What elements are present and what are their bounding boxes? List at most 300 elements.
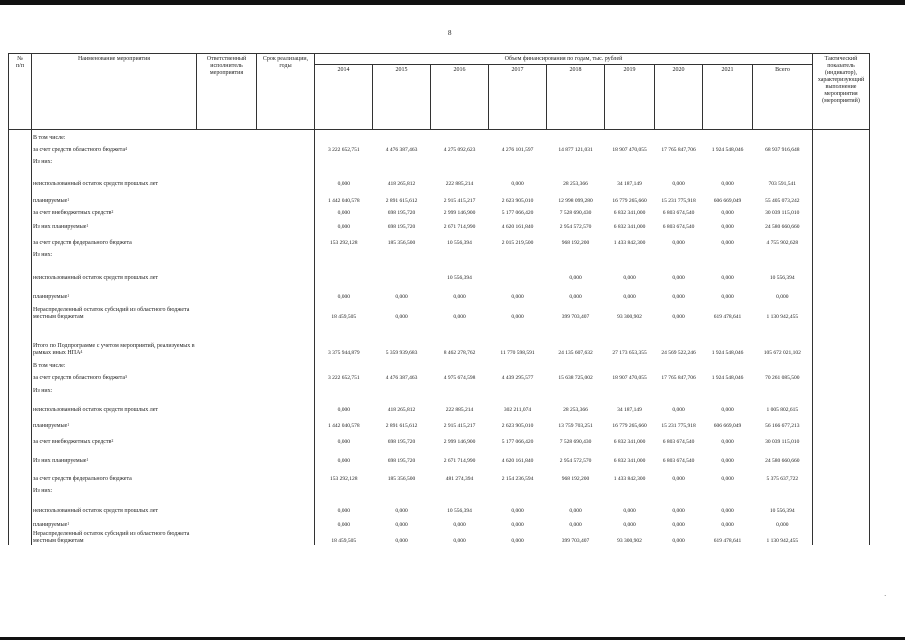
row-responsible-cell xyxy=(197,247,257,259)
header-indicator: Тактический показатель (индикатор), характеризующий выполнение мероприятия (мероприятий) xyxy=(813,54,870,130)
row-year-value: 0,000 xyxy=(315,282,373,301)
row-year-value: 2 671 714,990 xyxy=(443,224,476,230)
row-year-value: 0,000 xyxy=(721,181,734,187)
row-year-value: 185 356,500 xyxy=(387,476,416,482)
row-year-value xyxy=(373,130,431,143)
row-year-value: 0,000 xyxy=(511,314,524,320)
row-name-cell xyxy=(32,529,197,545)
row-name-cell xyxy=(32,142,197,154)
row-num-cell xyxy=(9,130,32,143)
table-row xyxy=(9,301,870,321)
row-total-value: 30 039 115,010 xyxy=(765,439,800,445)
row-indicator-cell xyxy=(813,382,870,395)
row-term-cell xyxy=(257,205,315,217)
row-indicator-cell xyxy=(813,188,870,205)
row-year-value: 0,000 xyxy=(315,166,373,188)
row-name: планируемые xyxy=(33,198,68,204)
table-row xyxy=(9,142,870,154)
row-year-value: 15 231 775,918 xyxy=(661,423,696,429)
row-year-value: 18 459,505 xyxy=(315,529,373,545)
row-year-value: 3 222 652,751 xyxy=(315,370,373,382)
row-num-cell xyxy=(9,495,32,515)
row-num-cell xyxy=(9,515,32,529)
row-total-value xyxy=(753,357,813,370)
row-num-cell xyxy=(9,282,32,301)
row-name: В том числе: xyxy=(33,363,66,369)
row-total-value: 10 556,394 xyxy=(769,275,795,281)
table-row xyxy=(9,166,870,188)
header-name: Наименование мероприятия xyxy=(32,54,197,130)
row-total-value: 68 937 916,648 xyxy=(765,147,800,153)
row-year-value: 0,000 xyxy=(721,476,734,482)
row-year-value: 0,000 xyxy=(721,224,734,230)
row-year-value: 10 556,394 xyxy=(447,240,472,246)
row-name-cell xyxy=(32,414,197,430)
row-year-value: 0,000 xyxy=(511,508,524,514)
row-term-cell xyxy=(257,282,315,301)
row-responsible-cell xyxy=(197,321,257,357)
row-year-value: 619 478,641 xyxy=(713,538,742,544)
row-year-value: 4 620 161,840 xyxy=(501,458,534,464)
footnote-marker: 4 xyxy=(125,146,128,151)
row-indicator-cell xyxy=(813,483,870,495)
row-name-cell xyxy=(32,130,197,143)
row-name: неиспользованный остаток средств прошлых лет xyxy=(33,275,159,281)
row-year-value: 1 924 548,046 xyxy=(711,375,744,381)
row-year-value: 222 885,214 xyxy=(445,181,474,187)
row-year-value: 2 891 615,612 xyxy=(385,423,418,429)
row-total-value: 24 580 660,660 xyxy=(765,224,800,230)
row-year-value: 0,000 xyxy=(453,538,466,544)
header-year: 2015 xyxy=(373,65,431,130)
row-year-value: 4 975 674,598 xyxy=(443,375,476,381)
row-name-cell xyxy=(32,217,197,231)
footnote-marker: 2 xyxy=(111,438,114,443)
row-responsible-cell xyxy=(197,515,257,529)
row-year-value: 10 556,394 xyxy=(447,508,472,514)
row-total-value xyxy=(753,130,813,143)
row-total-value: 105 672 021,102 xyxy=(763,350,801,356)
table-row xyxy=(9,259,870,282)
row-indicator-cell xyxy=(813,301,870,321)
row-responsible-cell xyxy=(197,166,257,188)
row-term-cell xyxy=(257,154,315,166)
row-year-value: 17 765 847,706 xyxy=(661,147,696,153)
row-responsible-cell xyxy=(197,395,257,414)
table-row xyxy=(9,515,870,529)
row-total-value: 5 375 637,722 xyxy=(766,476,799,482)
row-year-value: 1 433 842,300 xyxy=(613,476,646,482)
row-year-value: 606 669,049 xyxy=(713,423,742,429)
row-name: планируемые xyxy=(33,423,68,429)
row-year-value: 0,000 xyxy=(672,407,685,413)
row-name-cell xyxy=(32,166,197,188)
header-num: № п/п xyxy=(9,54,32,130)
row-num-cell xyxy=(9,357,32,370)
row-year-value xyxy=(489,259,547,282)
row-term-cell xyxy=(257,301,315,321)
row-term-cell xyxy=(257,321,315,357)
row-term-cell xyxy=(257,357,315,370)
row-year-value: 2 915 415,217 xyxy=(443,198,476,204)
row-year-value: 6 803 674,540 xyxy=(662,439,695,445)
row-num-cell xyxy=(9,465,32,483)
row-year-value: 28 253,366 xyxy=(563,407,588,413)
row-year-value: 1 442 040,578 xyxy=(315,414,373,430)
row-year-value xyxy=(703,483,753,495)
row-name: за счет средств федерального бюджета xyxy=(33,240,132,246)
row-name: Нераспределенный остаток субсидий из областного бюджета местным бюджетам xyxy=(33,307,190,320)
row-responsible-cell xyxy=(197,188,257,205)
row-year-value: 606 669,049 xyxy=(713,198,742,204)
row-responsible-cell xyxy=(197,382,257,395)
row-num-cell xyxy=(9,247,32,259)
row-year-value: 2 999 146,900 xyxy=(443,210,476,216)
row-year-value: 0,000 xyxy=(672,294,685,300)
row-year-value: 698 195,720 xyxy=(387,458,416,464)
row-year-value: 1 433 842,300 xyxy=(613,240,646,246)
row-year-value: 302 211,074 xyxy=(503,407,532,413)
row-year-value xyxy=(547,247,605,259)
row-term-cell xyxy=(257,142,315,154)
row-year-value xyxy=(431,247,489,259)
row-year-value xyxy=(547,154,605,166)
row-term-cell xyxy=(257,130,315,143)
row-year-value: 399 703,407 xyxy=(561,314,590,320)
row-year-value: 0,000 xyxy=(395,508,408,514)
row-year-value: 0,000 xyxy=(721,508,734,514)
row-total-value: 4 755 902,628 xyxy=(766,240,799,246)
table-row xyxy=(9,231,870,247)
row-num-cell xyxy=(9,430,32,446)
row-indicator-cell xyxy=(813,166,870,188)
table-row xyxy=(9,282,870,301)
row-year-value: 0,000 xyxy=(721,294,734,300)
row-name-cell xyxy=(32,188,197,205)
row-total-value xyxy=(753,154,813,166)
row-year-value: 0,000 xyxy=(721,522,734,528)
row-year-value: 0,000 xyxy=(395,538,408,544)
row-responsible-cell xyxy=(197,231,257,247)
row-responsible-cell xyxy=(197,205,257,217)
row-year-value xyxy=(605,154,655,166)
row-num-cell xyxy=(9,483,32,495)
row-year-value: 34 187,149 xyxy=(617,407,642,413)
row-year-value: 2 954 572,570 xyxy=(559,458,592,464)
row-year-value xyxy=(489,130,547,143)
table-body xyxy=(9,130,870,546)
row-year-value: 418 265,812 xyxy=(387,407,416,413)
row-year-value: 5 177 066,420 xyxy=(501,439,534,445)
row-name: В том числе: xyxy=(33,135,66,141)
header-total: Всего xyxy=(753,65,813,130)
row-year-value: 0,000 xyxy=(672,476,685,482)
row-total-value: 1 130 942,455 xyxy=(766,314,799,320)
row-indicator-cell xyxy=(813,430,870,446)
row-year-value: 4 439 295,577 xyxy=(501,375,534,381)
footnote-marker: 1 xyxy=(67,521,70,526)
row-total-value: 703 591,541 xyxy=(768,181,796,187)
footnote-marker: 1 xyxy=(86,223,89,228)
row-year-value xyxy=(315,247,373,259)
row-year-value: 619 478,641 xyxy=(713,314,742,320)
row-indicator-cell xyxy=(813,154,870,166)
row-num-cell xyxy=(9,166,32,188)
row-year-value: 8 462 278,762 xyxy=(443,350,476,356)
header-year: 2019 xyxy=(605,65,655,130)
row-year-value: 698 195,720 xyxy=(387,439,416,445)
row-name: Из них: xyxy=(33,388,53,394)
row-name: неиспользованный остаток средств прошлых лет xyxy=(33,181,159,187)
row-year-value: 2 623 905,010 xyxy=(501,423,534,429)
row-year-value xyxy=(373,259,431,282)
row-year-value: 16 779 265,660 xyxy=(612,198,647,204)
row-total-value xyxy=(753,382,813,395)
row-name-cell xyxy=(32,205,197,217)
row-year-value: 7 528 690,430 xyxy=(559,210,592,216)
row-year-value: 153 292,128 xyxy=(315,465,373,483)
row-total-value: 24 580 660,660 xyxy=(765,458,800,464)
row-num-cell xyxy=(9,370,32,382)
row-year-value: 0,000 xyxy=(315,446,373,465)
row-year-value: 6 832 341,000 xyxy=(613,439,646,445)
row-year-value: 6 803 674,540 xyxy=(662,224,695,230)
row-total-value: 1 130 942,455 xyxy=(766,538,799,544)
header-year: 2018 xyxy=(547,65,605,130)
row-responsible-cell xyxy=(197,357,257,370)
row-year-value xyxy=(547,483,605,495)
row-year-value: 0,000 xyxy=(315,217,373,231)
row-year-value: 15 638 725,002 xyxy=(558,375,593,381)
row-year-value: 0,000 xyxy=(315,495,373,515)
row-indicator-cell xyxy=(813,446,870,465)
row-name: за счет внебюджетных средств xyxy=(33,210,112,216)
row-year-value: 0,000 xyxy=(721,210,734,216)
row-year-value: 24 135 607,632 xyxy=(558,350,593,356)
row-year-value xyxy=(431,382,489,395)
header-financing: Объем финансирования по годам, тыс. рублей xyxy=(315,54,813,65)
row-year-value: 0,000 xyxy=(569,275,582,281)
row-year-value xyxy=(703,154,753,166)
row-year-value xyxy=(605,483,655,495)
row-year-value: 0,000 xyxy=(569,508,582,514)
row-year-value xyxy=(431,130,489,143)
table-row xyxy=(9,465,870,483)
row-year-value: 0,000 xyxy=(453,294,466,300)
row-indicator-cell xyxy=(813,414,870,430)
row-name-cell xyxy=(32,370,197,382)
row-indicator-cell xyxy=(813,370,870,382)
header-year: 2017 xyxy=(489,65,547,130)
row-year-value: 0,000 xyxy=(623,508,636,514)
row-name: Нераспределенный остаток субсидий из областного бюджета местным бюджетам xyxy=(33,531,190,544)
row-year-value: 11 770 598,591 xyxy=(500,350,535,356)
row-name-cell xyxy=(32,231,197,247)
row-year-value: 0,000 xyxy=(623,522,636,528)
table-row xyxy=(9,495,870,515)
table-row xyxy=(9,188,870,205)
row-num-cell xyxy=(9,259,32,282)
row-responsible-cell xyxy=(197,446,257,465)
row-year-value: 2 915 415,217 xyxy=(443,423,476,429)
row-year-value: 6 803 674,540 xyxy=(662,458,695,464)
row-year-value: 6 832 341,000 xyxy=(613,224,646,230)
row-year-value: 2 623 905,010 xyxy=(501,198,534,204)
row-indicator-cell xyxy=(813,529,870,545)
header-year: 2016 xyxy=(431,65,489,130)
row-total-value: 30 039 115,010 xyxy=(765,210,800,216)
table-row xyxy=(9,217,870,231)
row-year-value: 222 885,214 xyxy=(445,407,474,413)
scan-speck: · xyxy=(884,592,887,600)
row-total-value: 56 166 677,213 xyxy=(765,423,800,429)
table-row xyxy=(9,382,870,395)
row-year-value xyxy=(547,130,605,143)
row-year-value xyxy=(373,247,431,259)
row-year-value xyxy=(489,247,547,259)
row-year-value: 6 832 341,000 xyxy=(613,458,646,464)
row-year-value: 0,000 xyxy=(395,522,408,528)
row-year-value: 15 231 775,918 xyxy=(661,198,696,204)
row-year-value: 0,000 xyxy=(721,240,734,246)
row-name: Итого по Подпрограмме с учетом мероприятий, реализуемых в рамках иных НПА xyxy=(33,343,195,356)
row-responsible-cell xyxy=(197,282,257,301)
row-term-cell xyxy=(257,529,315,545)
row-indicator-cell xyxy=(813,231,870,247)
row-year-value: 0,000 xyxy=(395,314,408,320)
row-term-cell xyxy=(257,259,315,282)
header-year: 2020 xyxy=(655,65,703,130)
row-term-cell xyxy=(257,247,315,259)
table-row xyxy=(9,446,870,465)
row-year-value xyxy=(655,154,703,166)
row-responsible-cell xyxy=(197,259,257,282)
row-year-value: 153 292,128 xyxy=(315,231,373,247)
row-responsible-cell xyxy=(197,465,257,483)
row-year-value xyxy=(655,130,703,143)
footnote-marker: 1 xyxy=(86,457,89,462)
row-year-value xyxy=(703,247,753,259)
row-year-value: 0,000 xyxy=(672,314,685,320)
row-year-value: 0,000 xyxy=(672,240,685,246)
footnote-marker: 4 xyxy=(80,349,83,354)
row-total-value: 10 556,394 xyxy=(769,508,795,514)
row-total-value xyxy=(753,247,813,259)
row-total-value: 0,000 xyxy=(776,294,789,300)
table-row xyxy=(9,130,870,143)
row-year-value: 2 891 615,612 xyxy=(385,198,418,204)
row-year-value: 0,000 xyxy=(721,275,734,281)
row-name-cell xyxy=(32,495,197,515)
row-name-cell xyxy=(32,430,197,446)
row-year-value: 27 173 653,355 xyxy=(612,350,647,356)
row-name: неиспользованный остаток средств прошлых лет xyxy=(33,508,159,514)
row-year-value: 0,000 xyxy=(672,508,685,514)
row-year-value: 399 703,407 xyxy=(561,538,590,544)
row-year-value: 28 253,366 xyxy=(563,181,588,187)
row-year-value xyxy=(373,382,431,395)
row-total-value: 55 405 073,242 xyxy=(765,198,800,204)
row-year-value: 93 300,902 xyxy=(617,538,642,544)
row-responsible-cell xyxy=(197,130,257,143)
row-year-value: 2 954 572,570 xyxy=(559,224,592,230)
row-name: Из них: xyxy=(33,159,53,165)
row-term-cell xyxy=(257,231,315,247)
row-indicator-cell xyxy=(813,247,870,259)
row-year-value: 968 192,200 xyxy=(561,476,590,482)
page-number: 8 xyxy=(448,29,452,37)
row-year-value: 34 187,149 xyxy=(617,181,642,187)
row-year-value xyxy=(655,247,703,259)
row-responsible-cell xyxy=(197,154,257,166)
row-year-value: 6 803 674,540 xyxy=(662,210,695,216)
row-year-value xyxy=(605,382,655,395)
row-year-value: 4 276 101,597 xyxy=(501,147,534,153)
row-year-value: 0,000 xyxy=(511,522,524,528)
row-year-value: 0,000 xyxy=(315,515,373,529)
row-year-value xyxy=(655,382,703,395)
row-responsible-cell xyxy=(197,217,257,231)
row-year-value: 10 556,394 xyxy=(447,275,472,281)
table-row xyxy=(9,430,870,446)
row-term-cell xyxy=(257,395,315,414)
row-term-cell xyxy=(257,515,315,529)
row-year-value xyxy=(655,483,703,495)
row-year-value: 17 765 847,706 xyxy=(661,375,696,381)
row-year-value: 6 832 341,000 xyxy=(613,210,646,216)
table-row xyxy=(9,483,870,495)
row-year-value xyxy=(373,357,431,370)
header-term: Срок реализации, годы xyxy=(257,54,315,130)
row-year-value: 968 192,200 xyxy=(561,240,590,246)
row-num-cell xyxy=(9,529,32,545)
table-row xyxy=(9,154,870,166)
row-year-value xyxy=(315,357,373,370)
row-term-cell xyxy=(257,188,315,205)
row-year-value: 4 275 092,623 xyxy=(443,147,476,153)
row-year-value: 698 195,720 xyxy=(387,224,416,230)
row-year-value: 0,000 xyxy=(672,181,685,187)
row-name-cell xyxy=(32,247,197,259)
row-term-cell xyxy=(257,414,315,430)
table-row xyxy=(9,395,870,414)
row-name: Из них: xyxy=(33,488,53,494)
row-year-value xyxy=(703,130,753,143)
row-year-value: 0,000 xyxy=(623,294,636,300)
row-term-cell xyxy=(257,166,315,188)
row-num-cell xyxy=(9,395,32,414)
row-term-cell xyxy=(257,483,315,495)
table-row xyxy=(9,247,870,259)
row-year-value xyxy=(605,247,655,259)
row-year-value: 698 195,720 xyxy=(387,210,416,216)
row-year-value: 418 265,812 xyxy=(387,181,416,187)
row-term-cell xyxy=(257,465,315,483)
row-year-value: 12 998 099,280 xyxy=(558,198,593,204)
row-num-cell xyxy=(9,217,32,231)
row-year-value: 16 779 265,660 xyxy=(612,423,647,429)
row-name: за счет внебюджетных средств xyxy=(33,439,112,445)
row-year-value: 5 177 066,420 xyxy=(501,210,534,216)
row-year-value: 3 375 944,879 xyxy=(315,321,373,357)
row-year-value: 0,000 xyxy=(672,538,685,544)
row-year-value: 0,000 xyxy=(721,407,734,413)
row-year-value: 2 154 236,594 xyxy=(501,476,534,482)
row-year-value xyxy=(547,382,605,395)
row-num-cell xyxy=(9,154,32,166)
row-year-value xyxy=(547,357,605,370)
row-name-cell xyxy=(32,301,197,321)
